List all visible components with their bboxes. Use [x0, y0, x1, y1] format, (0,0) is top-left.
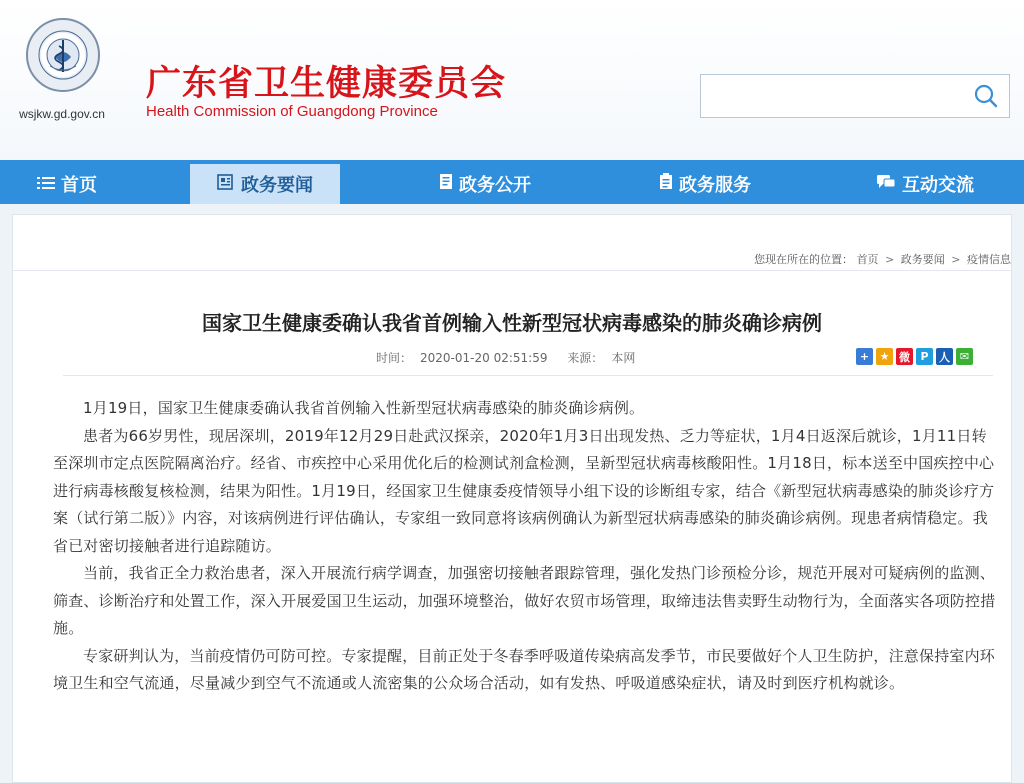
article-body	[53, 395, 998, 698]
divider	[63, 375, 993, 376]
breadcrumb	[754, 251, 1011, 267]
nav-label-news: 政务要闻	[241, 175, 313, 196]
breadcrumb-home[interactable]: 首页	[856, 253, 879, 266]
site-subtitle: Health Commission of Guangdong Province	[146, 103, 438, 120]
article-meta	[376, 349, 651, 366]
share-bar	[856, 348, 973, 365]
health-commission-emblem[interactable]	[26, 18, 100, 92]
search-box	[700, 74, 1010, 118]
content-panel	[12, 214, 1012, 783]
nav-label-interaction: 互动交流	[902, 175, 974, 196]
emblem-icon	[28, 20, 98, 90]
breadcrumb-bar	[13, 215, 1011, 271]
time-value: 2020-01-20 02:51:59	[420, 351, 548, 365]
share-qzone-icon[interactable]: ★	[876, 348, 893, 365]
article-source	[567, 351, 643, 365]
site-title[interactable]: 广东省卫生健康委员会	[146, 64, 507, 104]
nav-item-gov-service[interactable]	[630, 164, 780, 204]
breadcrumb-separator: >	[951, 253, 961, 266]
document-icon	[439, 173, 453, 195]
list-icon	[37, 174, 55, 195]
publish-time	[376, 351, 555, 365]
article-paragraph: 专家研判认为，当前疫情仍可防可控。专家提醒，目前正处于冬春季呼吸道传染病高发季节，市民要做好个人卫生防护，注意保持室内环境卫生和空气流通，尽量减少到空气不流通或人流密集的公众场合活动，如有发热、呼吸道感染症状，请及时到医疗机构就诊。	[53, 646, 996, 692]
breadcrumb-news[interactable]: 政务要闻	[900, 253, 945, 266]
news-icon	[217, 174, 235, 195]
share-tqq-icon[interactable]: P	[916, 348, 933, 365]
article-title: 国家卫生健康委确认我省首例输入性新型冠状病毒感染的肺炎确诊病例	[202, 311, 822, 335]
breadcrumb-prefix: 您现在所在的位置：	[754, 253, 854, 266]
share-weibo-icon[interactable]: 微	[896, 348, 913, 365]
share-more-icon[interactable]: +	[856, 348, 873, 365]
search-input[interactable]	[701, 75, 963, 117]
chat-icon	[876, 174, 896, 195]
nav-item-interaction[interactable]	[850, 164, 1000, 204]
breadcrumb-epidemic-info[interactable]: 疫情信息	[967, 253, 1011, 266]
clipboard-icon	[659, 173, 673, 195]
nav-item-home[interactable]	[12, 164, 122, 204]
time-label: 时间：	[376, 351, 413, 365]
source-value: 本网	[611, 351, 636, 365]
share-wechat-icon[interactable]: ✉	[956, 348, 973, 365]
article-paragraph: 患者为66岁男性，现居深圳，2019年12月29日赴武汉探亲，2020年1月3日出现发热、乏力等症状，1月4日返深后就诊，1月11日转至深圳市定点医院隔离治疗。经省、市疾控中心采用优化后的检测试剂盒检测，呈新型冠状病毒核酸阳性。1月18日，标本送至中国疾控中心进行病毒核酸复核检测，结果为阳性。1月19日，经国家卫生健康委疫情领导小组下设的诊断组专家，结合《新型冠状病毒感染的肺炎诊疗方案（试行第二版）》内容，对该病例进行评估确认，专家组一致同意将该病例确认为新型冠状病毒感染的肺炎确诊病例。现患者病情稳定。我省已对密切接触者进行追踪随访。	[53, 426, 995, 555]
breadcrumb-separator: >	[885, 253, 895, 266]
search-button[interactable]	[963, 75, 1009, 117]
site-header	[0, 0, 1024, 160]
nav-item-news[interactable]	[190, 164, 340, 204]
nav-label-gov-service: 政务服务	[679, 175, 751, 196]
article-paragraph: 当前，我省正全力救治患者，深入开展流行病学调查，加强密切接触者跟踪管理，强化发热门诊预检分诊，规范开展对可疑病例的监测、筛查、诊断治疗和处置工作，深入开展爱国卫生运动，加强环境整治，做好农贸市场管理，取缔违法售卖野生动物行为，全面落实各项防控措施。	[53, 564, 996, 637]
source-label: 来源：	[567, 351, 604, 365]
nav-label-gov-info: 政务公开	[459, 175, 531, 196]
main-nav	[0, 160, 1024, 204]
search-icon	[973, 83, 999, 109]
nav-label-home: 首页	[61, 175, 97, 196]
article-paragraph: 1月19日，国家卫生健康委确认我省首例输入性新型冠状病毒感染的肺炎确诊病例。	[83, 399, 645, 417]
nav-item-gov-info[interactable]	[410, 164, 560, 204]
share-renren-icon[interactable]: 人	[936, 348, 953, 365]
site-url: wsjkw.gd.gov.cn	[19, 107, 105, 121]
